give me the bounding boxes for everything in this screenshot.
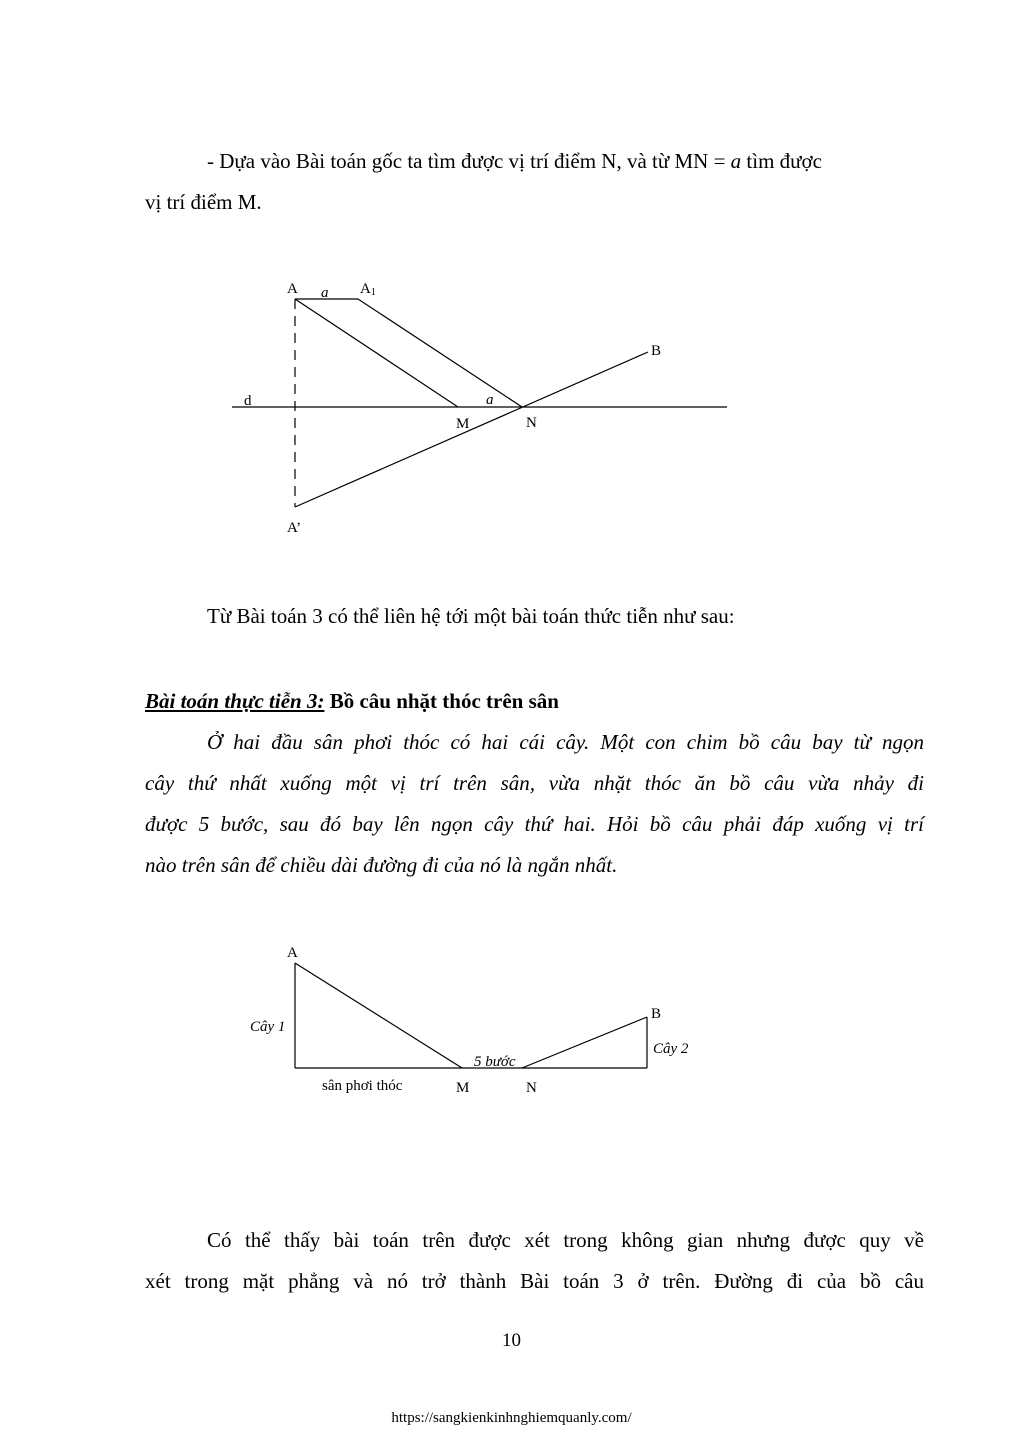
problem-line-2: cây thứ nhất xuống một vị trí trên sân, vừa nhặt thóc ăn bồ câu vừa nhảy đi <box>145 771 924 795</box>
fig1-label-a-top: a <box>321 285 329 301</box>
fig2-label-yard: sân phơi thóc <box>322 1078 403 1094</box>
fig2-label-M: M <box>456 1080 470 1096</box>
fig2-label-A: A <box>287 945 298 961</box>
problem-line-1: Ở hai đầu sân phơi thóc có hai cái cây. Một con chim bồ câu bay từ ngọn <box>207 730 924 754</box>
text-segment: - Dựa vào Bài toán gốc ta tìm được vị trí điểm N, và từ MN = <box>207 149 731 173</box>
text-segment: tìm được <box>741 149 822 173</box>
problem-line-3: được 5 bước, sau đó bay lên ngọn cây thứ hai. Hỏi bồ câu phải đáp xuống vị trí <box>145 812 924 836</box>
heading-title: Bồ câu nhặt thóc trên sân <box>324 689 559 713</box>
fig1-label-d: d <box>244 393 252 409</box>
segment-AprimeB <box>295 352 648 507</box>
paragraph-2: Từ Bài toán 3 có thể liên hệ tới một bài toán thức tiễn như sau: <box>207 604 735 628</box>
paragraph-3-line-2: xét trong mặt phẳng và nó trở thành Bài toán 3 ở trên. Đường đi của bồ câu <box>145 1269 924 1293</box>
segment-AM <box>295 299 458 407</box>
fig1-label-A1: A1 <box>360 281 376 298</box>
section-heading <box>145 681 559 722</box>
fig1-label-M: M <box>456 416 470 432</box>
figure-2-diagram <box>295 963 647 1068</box>
fig1-label-a-mid: a <box>486 392 494 408</box>
fig1-label-N: N <box>526 415 537 431</box>
segment-NB <box>522 1017 647 1068</box>
fig2-label-N: N <box>526 1080 537 1096</box>
fig2-label-tree2: Cây 2 <box>653 1041 689 1057</box>
footer-url: https://sangkienkinhnghiemquanly.com/ <box>391 1410 632 1426</box>
fig1-label-Aprime: A’ <box>287 520 302 536</box>
segment-AM <box>295 963 462 1068</box>
variable-a: a <box>730 149 742 173</box>
fig2-label-B: B <box>651 1006 662 1022</box>
fig2-label-steps: 5 bước <box>474 1054 516 1070</box>
heading-label: Bài toán thực tiễn 3: <box>145 689 325 713</box>
paragraph-1-line-2: vị trí điểm M. <box>145 190 262 214</box>
paragraph-3-line-1: Có thể thấy bài toán trên được xét trong không gian nhưng được quy về <box>207 1228 924 1252</box>
problem-line-4: nào trên sân để chiều dài đường đi của nó là ngắn nhất. <box>145 853 618 877</box>
fig1-label-B: B <box>651 343 662 359</box>
fig1-label-A: A <box>287 281 298 297</box>
segment-A1N <box>358 299 522 407</box>
fig2-label-tree1: Cây 1 <box>250 1019 286 1035</box>
page-number: 10 <box>502 1330 521 1351</box>
